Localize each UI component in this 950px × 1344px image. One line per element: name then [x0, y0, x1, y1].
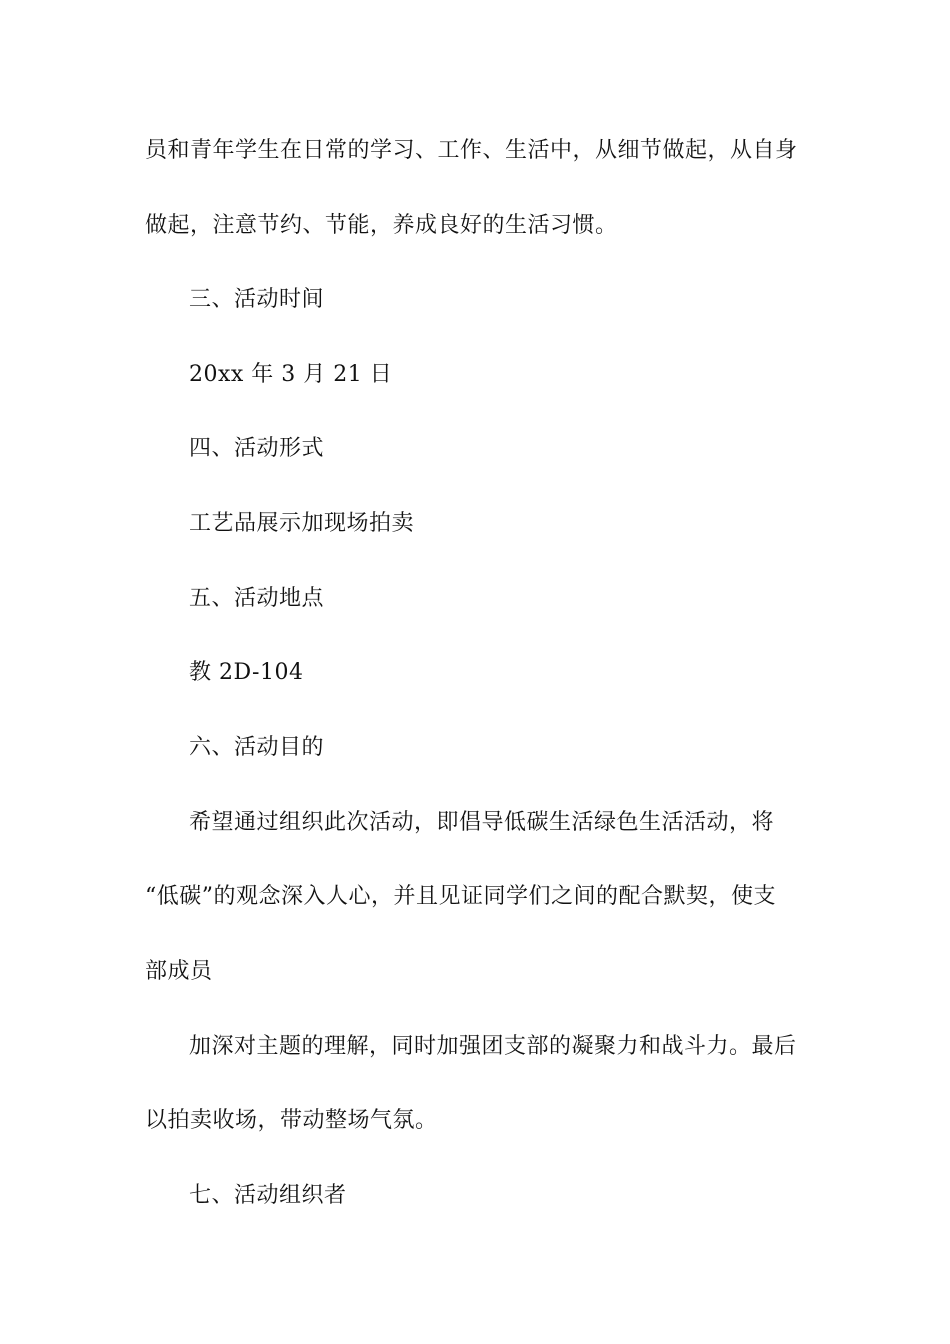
section-heading-location: 五、活动地点 — [189, 586, 325, 611]
paragraph-line: 以拍卖收场，带动整场气氛。 — [145, 1108, 438, 1133]
section-heading-organizer: 七、活动组织者 — [189, 1183, 347, 1208]
paragraph-line: 加深对主题的理解，同时加强团支部的凝聚力和战斗力。最后 — [189, 1034, 797, 1059]
paragraph-line: “低碳”的观念深入人心，并且见证同学们之间的配合默契，使支 — [145, 884, 776, 909]
section-heading-format: 四、活动形式 — [189, 436, 325, 461]
paragraph-line: 做起，注意节约、节能，养成良好的生活习惯。 — [145, 213, 618, 238]
activity-date: 20xx 年 3 月 21 日 — [189, 362, 393, 387]
activity-format: 工艺品展示加现场拍卖 — [189, 511, 415, 536]
activity-location: 教 2D-104 — [189, 660, 304, 685]
paragraph-line: 员和青年学生在日常的学习、工作、生活中，从细节做起，从自身 — [145, 138, 798, 163]
paragraph-line: 希望通过组织此次活动，即倡导低碳生活绿色生活活动，将 — [189, 810, 775, 835]
section-heading-purpose: 六、活动目的 — [189, 735, 325, 760]
paragraph-line: 部成员 — [145, 959, 213, 984]
section-heading-time: 三、活动时间 — [189, 287, 325, 312]
